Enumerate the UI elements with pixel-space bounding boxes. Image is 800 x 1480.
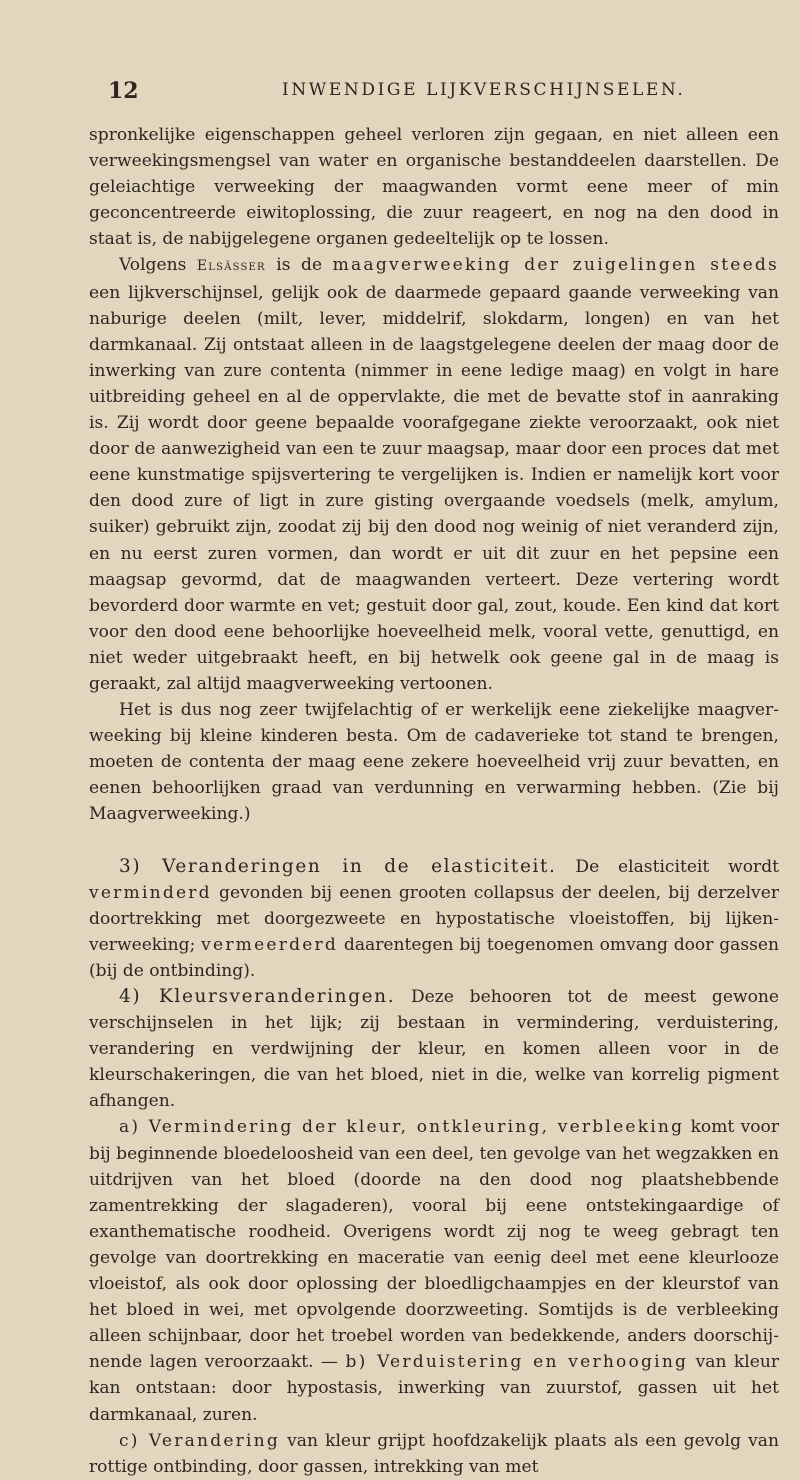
- paragraph-3: Het is dus nog zeer twijfelachtig of er werkelijk eene ziekelijke maagverweeking bij kleine kinderen besta. Om de cadaverieke tot stand te brengen, moeten de contenta der maag eene zekere hoeveelheid vrij zuur bevatten, en eenen behoorlijken graad van verdunning en verwarming hebben. (Zie bij Maagverweeking.): [89, 700, 779, 825]
- paragraph-5: [89, 984, 779, 1114]
- p2-is: is de: [276, 255, 323, 276]
- p6-b-rest: van kleur kan ontstaan: door hypostasis, inwerking van zuurstof, gassen uit het darmkanaal, zuren.: [89, 1352, 780, 1425]
- paragraph-1: spronkelijke eigenschappen geheel verloren zijn gegaan, en niet alleen een verweekingsmengsel van water en organische bestanddeelen daarstellen. De geleiachtige verweeking der maagwanden vormt eene meer of min geconcentreerde eiwitoplossing, die zuur reageert, en nog na den dood in staat is, de nabijgelegene organen gedeeltelijk op te lossen.: [89, 125, 779, 250]
- page-number: 12: [108, 78, 139, 104]
- p4-vermeerderd: vermeerderd: [201, 934, 339, 955]
- heading-colour-reduction: a) Vermindering der kleur, ontkleuring, verbleeking: [119, 1117, 685, 1138]
- paragraph-4: [89, 854, 779, 984]
- p2-lead: Volgens: [119, 255, 187, 276]
- heading-colour-changes: 4) Kleursveranderingen.: [119, 986, 396, 1007]
- paragraph-6: [89, 1114, 779, 1427]
- p4-a: De elasticiteit wordt: [575, 856, 780, 877]
- p4-verminderd: verminderd: [89, 882, 212, 903]
- p2-term: maagverweeking der zuigelingen steeds: [332, 255, 780, 276]
- heading-darkening: b) Verduistering en verhooging: [345, 1352, 689, 1373]
- p6-rest: komt voor bij beginnende bloedeloosheid van een deel, ten gevolge van het wegzakken en uitdrijven van het bloed (doorde na den dood nog plaatshebbende zamentrekking der slagaderen), vooral bij eene ontstekingaardige of exanthematische roodheid. Overigens wordt zij nog te weeg gebragt ten gevolge van doortrekking en maceratie van eenig deel met eene kleurlooze vloeistof, als ook door oplossing der bloedligchaampjes en der kleurstof van het bloed in wei, met opvolgende doorzweeting. Somtijds is de verbleeking alleen schijnbaar, door het troebel worden van bedekkende, anders doorschijnende lagen veroorzaakt. —: [89, 1117, 779, 1373]
- p4-b: gevonden bij eenen grooten collapsus der deelen, bij derzelver doortrekking met doorgezweete en hypostatische vloeistoffen, bij lijken-verweeking;: [89, 882, 779, 955]
- paragraph-7: [89, 1428, 779, 1480]
- p5-rest: Deze behooren tot de meest gewone verschijnselen in het lijk; zij bestaan in vermindering, verduistering, verandering en verdwijning der kleur, en komen alleen voor in de kleurschakeringen, die van het bloed, niet in die, welke van korrelig pigment afhangen.: [89, 987, 779, 1112]
- heading-elasticity: 3) Veranderingen in de elasticiteit.: [119, 855, 557, 877]
- p4-c: daarentegen bij toegenomen omvang door gassen (bij de ontbinding).: [89, 934, 779, 981]
- p2-rest: een lijkverschijnsel, gelijk ook de daarmede gepaard gaande verweeking van naburige deelen (milt, lever, middelrif, slokdarm, longen) en van het darmkanaal. Zij ontstaat alleen in de laagstgelegene deelen der maag door de inwerking van zure contenta (nimmer in eene ledige maag) en volgt in hare uitbreiding geheel en al de oppervlakte, die met de bevatte stof in aanraking is. Zij wordt door geene bepaalde voorafgegane ziekte veroorzaakt, ook niet door de aanwezigheid van een te zuur maagsap, maar door een proces dat met eene kunstmatige spijsvertering te vergelijken is. Indien er namelijk kort voor den dood zure of ligt in zure gisting overgaande voedsels (melk, amylum, suiker) gebruikt zijn, zoodat zij bij den dood nog weinig of niet veranderd zijn, en nu eerst zuren vormen, dan wordt er uit dit zuur en het pepsine een maagsap gevormd, dat de maagwanden verteert. Deze vertering wordt bevorderd door warmte en vet; gestuit door gal, zout, koude. Een kind dat kort voor den dood eene behoorlijke hoeveelheid melk, vooral vette, genuttigd, en niet weder uitgebraakt heeft, en bij hetwelk ook geene gal in de maag is geraakt, zal altijd maagverweeking vertoonen.: [89, 282, 779, 694]
- paragraph-2: [89, 252, 779, 697]
- author-name: Elsässer: [196, 258, 266, 275]
- running-title: INWENDIGE LIJKVERSCHIJNSELEN.: [282, 80, 686, 100]
- heading-colour-alteration: c) Verandering: [119, 1430, 281, 1451]
- body-text: [89, 122, 779, 1480]
- p7-rest: van kleur grijpt hoofdzakelijk plaats als een gevolg van rottige ontbinding, door gassen, intrekking van met: [89, 1430, 779, 1477]
